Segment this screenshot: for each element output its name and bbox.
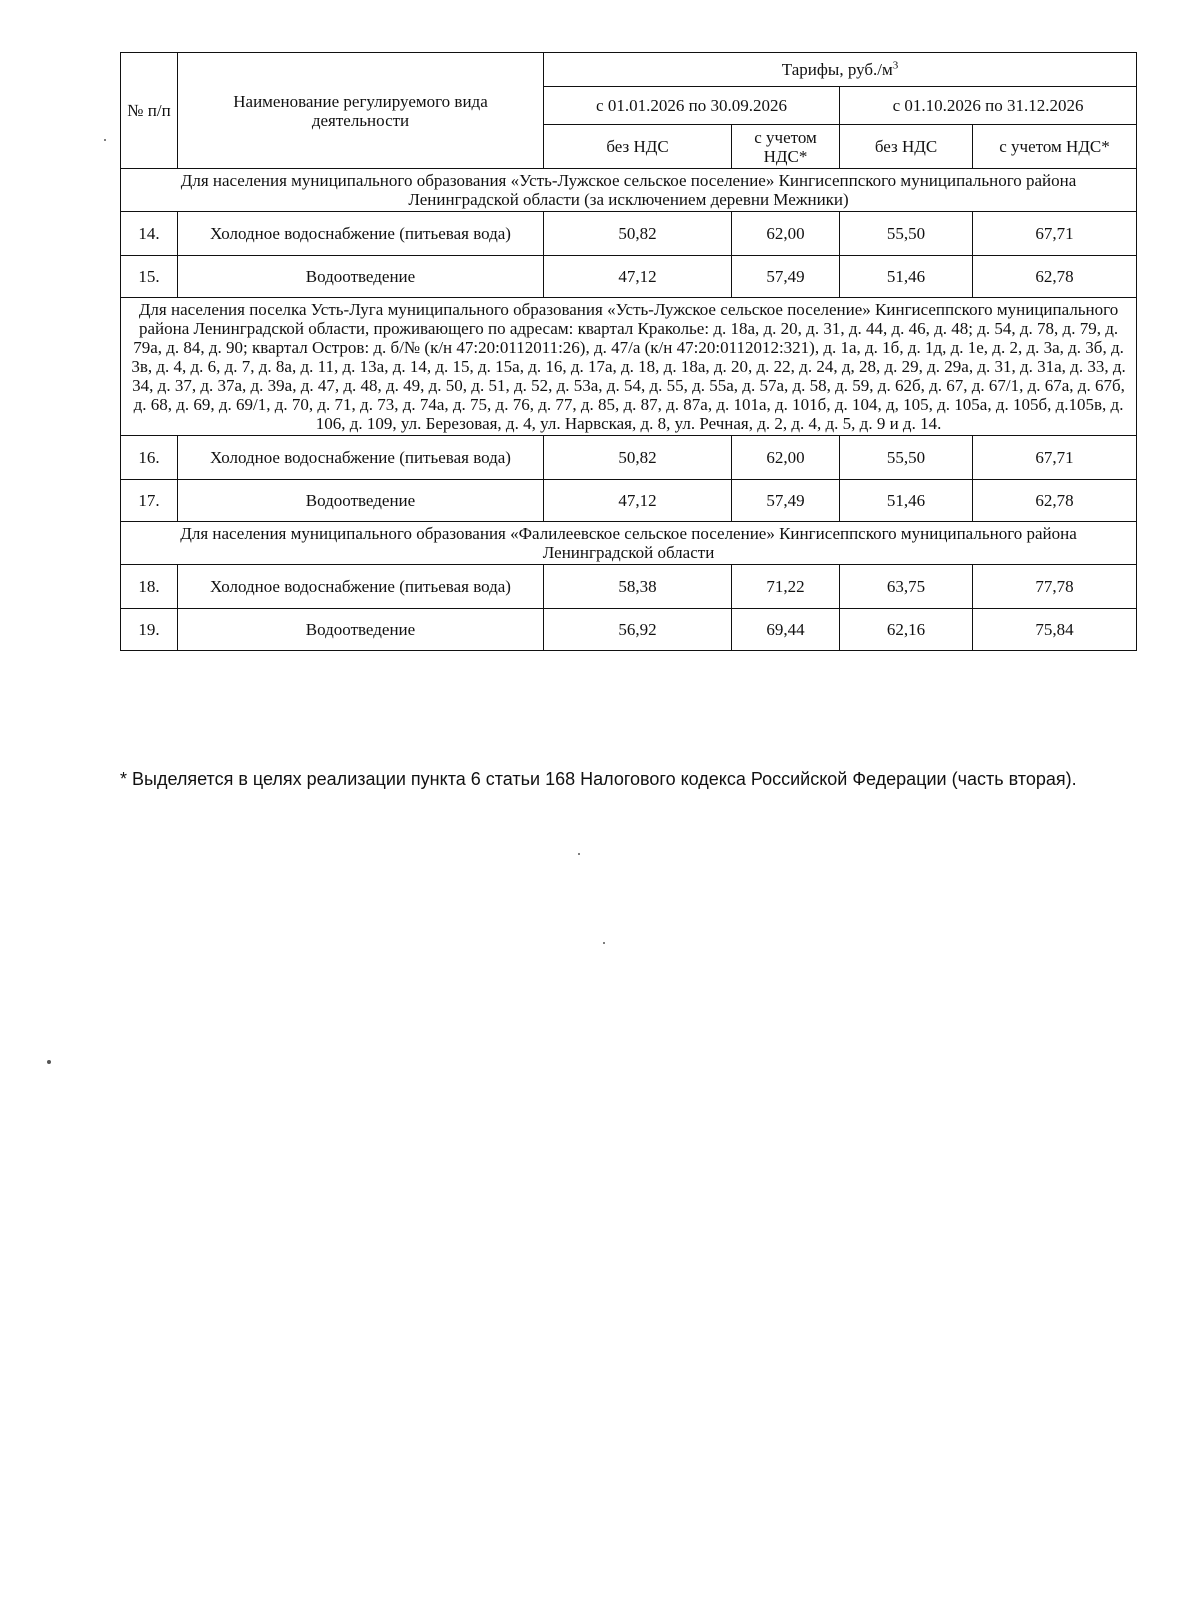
section-row (121, 298, 1137, 436)
tariffs-header (544, 53, 1137, 87)
p1-no-vat-header: без НДС (544, 125, 732, 169)
row-p1-no-vat: 58,38 (544, 565, 732, 609)
p1-vat-header: с учетом НДС* (732, 125, 840, 169)
row-activity: Холодное водоснабжение (питьевая вода) (178, 565, 544, 609)
p2-vat-header: с учетом НДС* (973, 125, 1137, 169)
scan-speck (603, 942, 605, 944)
row-p1-no-vat: 47,12 (544, 256, 732, 298)
row-number: 19. (121, 609, 178, 651)
row-p1-vat: 69,44 (732, 609, 840, 651)
period1-header: с 01.01.2026 по 30.09.2026 (544, 87, 840, 125)
header-row (121, 53, 1137, 87)
row-p1-no-vat: 47,12 (544, 480, 732, 522)
row-activity: Водоотведение (178, 480, 544, 522)
row-p1-no-vat: 50,82 (544, 436, 732, 480)
row-activity: Холодное водоснабжение (питьевая вода) (178, 212, 544, 256)
row-activity: Холодное водоснабжение (питьевая вода) (178, 436, 544, 480)
row-activity: Водоотведение (178, 256, 544, 298)
scan-speck (47, 1060, 51, 1064)
row-p1-vat: 62,00 (732, 436, 840, 480)
p2-no-vat-header: без НДС (840, 125, 973, 169)
row-p2-vat: 67,71 (973, 436, 1137, 480)
row-number: 14. (121, 212, 178, 256)
row-p2-vat: 62,78 (973, 256, 1137, 298)
row-p1-vat: 57,49 (732, 256, 840, 298)
row-p1-no-vat: 56,92 (544, 609, 732, 651)
row-p1-vat: 62,00 (732, 212, 840, 256)
table-row (121, 436, 1137, 480)
scan-speck (578, 853, 580, 855)
row-number: 18. (121, 565, 178, 609)
table-row (121, 256, 1137, 298)
table-row (121, 212, 1137, 256)
period2-header: с 01.10.2026 по 31.12.2026 (840, 87, 1137, 125)
vat-footnote: * Выделяется в целях реализации пункта 6 статьи 168 Налогового кодекса Российской Федерации (часть вторая). (120, 769, 1077, 789)
row-p2-vat: 62,78 (973, 480, 1137, 522)
table-row (121, 480, 1137, 522)
tariffs-table (120, 52, 1137, 651)
row-p2-no-vat: 51,46 (840, 256, 973, 298)
row-number: 16. (121, 436, 178, 480)
row-p2-no-vat: 55,50 (840, 212, 973, 256)
row-p2-no-vat: 63,75 (840, 565, 973, 609)
row-p2-vat: 75,84 (973, 609, 1137, 651)
row-p2-no-vat: 62,16 (840, 609, 973, 651)
row-p1-vat: 57,49 (732, 480, 840, 522)
section-row (121, 522, 1137, 565)
row-activity: Водоотведение (178, 609, 544, 651)
section-title: Для населения муниципального образования «Усть-Лужское сельское поселение» Кингисеппского муниципального района Ленинградской области (за исключением деревни Межники) (121, 169, 1137, 212)
row-p1-no-vat: 50,82 (544, 212, 732, 256)
row-number: 17. (121, 480, 178, 522)
row-p2-no-vat: 51,46 (840, 480, 973, 522)
tariffs-label: Тарифы, руб./м (781, 60, 893, 79)
section-title: Для населения поселка Усть-Луга муниципального образования «Усть-Лужское сельское поселение» Кингисеппского муниципального района Ленинградской области, проживающего по адресам: квартал Краколье: д. 18а, д. 20, д. 31, д. 44, д. 46, д. 48; д. 54, д. 78, д. 79, д. 79а, д. 84, д. 90; квартал Остров: д. б/№ (к/н 47:20:0112011:26), д. 47/а (к/н 47:20:0112012:321), д. 1а, д. 1б, д. 1д, д. 1е, д. 2, д. 3а, д. 3б, д. 3в, д. 4, д. 6, д. 7, д. 8а, д. 11, д. 13а, д. 14, д. 15, д. 15а, д. 16, д. 17а, д. 18, д. 18а, д. 20, д. 22, д. 24, д, 28, д. 29, д. 29а, д. 31, д. 31а, д. 33, д. 34, д. 37, д. 37а, д. 39а, д. 47, д. 48, д. 49, д. 50, д. 51, д. 52, д. 53а, д. 54, д. 55, д. 55а, д. 57а, д. 58, д. 59, д. 62б, д. 67, д. 67/1, д. 67а, д. 67б, д. 68, д. 69, д. 69/1, д. 70, д. 71, д. 73, д. 74а, д. 75, д. 76, д. 77, д. 85, д. 87, д. 87а, д. 101а, д. 101б, д. 104, д, 105, д. 105а, д. 105б, д.105в, д. 106, д. 109, ул. Березовая, д. 4, ул. Нарвская, д. 8, ул. Речная, д. 2, д. 4, д. 5, д. 9 и д. 14. (121, 298, 1137, 436)
row-number: 15. (121, 256, 178, 298)
table-row (121, 609, 1137, 651)
section-title: Для населения муниципального образования «Фалилеевское сельское поселение» Кингисеппского муниципального района Ленинградской области (121, 522, 1137, 565)
table-row (121, 565, 1137, 609)
row-p2-vat: 77,78 (973, 565, 1137, 609)
activity-header: Наименование регулируемого вида деятельности (178, 53, 544, 169)
row-p1-vat: 71,22 (732, 565, 840, 609)
tariffs-unit-sup: 3 (892, 59, 899, 72)
section-row (121, 169, 1137, 212)
row-p2-no-vat: 55,50 (840, 436, 973, 480)
num-header: № п/п (121, 53, 178, 169)
row-p2-vat: 67,71 (973, 212, 1137, 256)
scan-speck (104, 139, 106, 141)
